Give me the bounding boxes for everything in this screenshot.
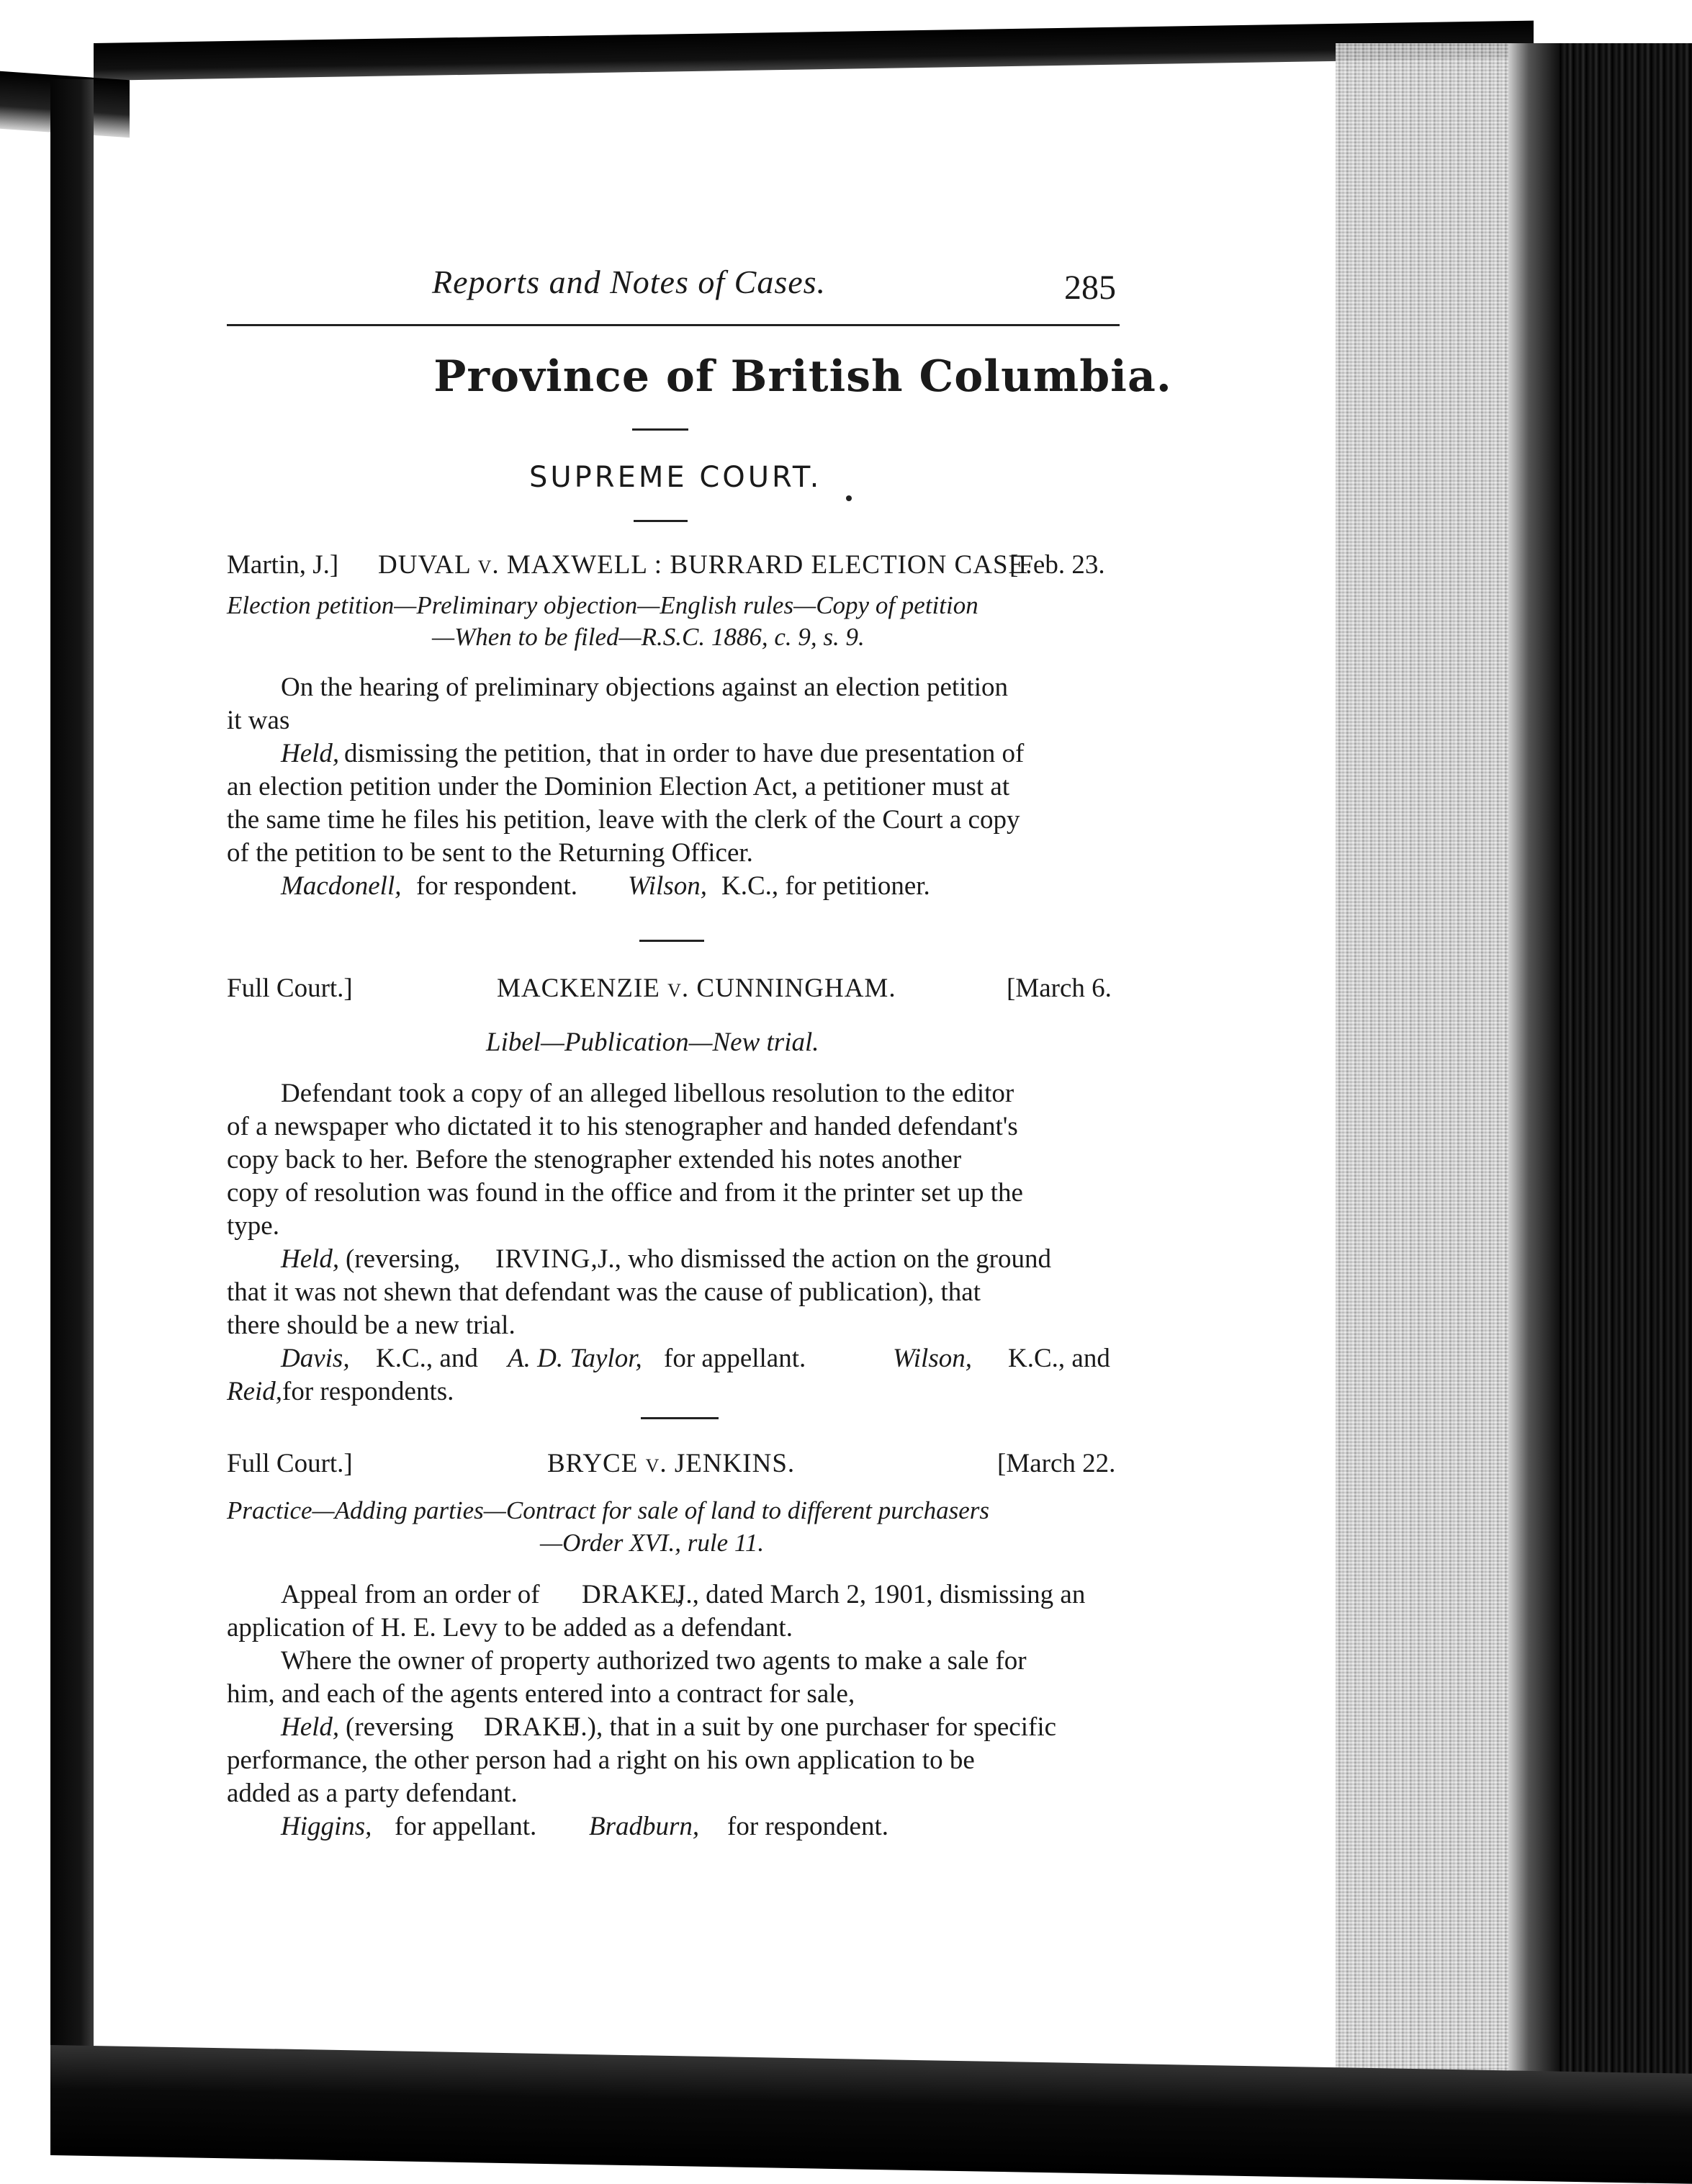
divider — [634, 520, 688, 522]
case-2-text-line: of a newspaper who dictated it to his stenographer and handed defendant's — [227, 1112, 1018, 1141]
case-2-text-line: Defendant took a copy of an alleged libellous resolution to the editor — [281, 1079, 1014, 1108]
case-2-text-line: for appellant. — [664, 1344, 806, 1373]
case-3-text-line: (reversing — [346, 1712, 454, 1742]
case-3-name: BRYCE v. JENKINS. — [547, 1449, 796, 1478]
case-3-text-line: application of H. E. Levy to be added as a defendant. — [227, 1613, 793, 1643]
case-1-text-line: dismissing the petition, that in order to have due presentation of — [344, 739, 1025, 768]
case-3-text-line: him, and each of the agents entered into a contract for sale, — [227, 1679, 855, 1709]
case-2-text-line: (reversing, — [346, 1244, 461, 1274]
case-2-held: Held, — [281, 1244, 340, 1274]
case-1-text-line: the same time he files his petition, leave with the clerk of the Court a copy — [227, 805, 1020, 835]
case-2-headnote-line-1: Libel—Publication—New trial. — [486, 1028, 819, 1057]
case-3-text-line: performance, the other person had a right on his own application to be — [227, 1745, 975, 1775]
case-2-judge-ref: IRVING, — [495, 1244, 598, 1274]
ink-dot — [846, 495, 852, 501]
case-3-text-line: added as a party defendant. — [227, 1779, 518, 1808]
case-2-text-line: there should be a new trial. — [227, 1311, 516, 1340]
case-2-text-line: J., who dismissed the action on the ground — [598, 1244, 1051, 1274]
case-1-text-line: for respondent. — [416, 871, 577, 901]
case-3-text-line: for respondent. — [727, 1812, 888, 1841]
case-3-judge-ref: DRAKE, — [582, 1580, 685, 1609]
case-1-date: [Feb. 23. — [1009, 550, 1105, 580]
case-1-text-line: K.C., for petitioner. — [721, 871, 930, 901]
case-2-name: MACKENZIE v. CUNNINGHAM. — [497, 974, 896, 1003]
case-3-text-line: J., dated March 2, 1901, dismissing an — [675, 1580, 1086, 1609]
case-2-counsel-2: A. D. Taylor, — [508, 1344, 642, 1373]
case-3-text-line: Appeal from an order of — [281, 1580, 540, 1609]
case-2-date: [March 6. — [1007, 974, 1112, 1003]
case-1-counsel-2: Wilson, — [628, 871, 707, 901]
case-3-judge: Full Court.] — [227, 1449, 353, 1478]
case-3-judge-ref: DRAKE — [484, 1712, 580, 1742]
case-3-text-line: for appellant. — [395, 1812, 537, 1841]
case-2-counsel-3: Wilson, — [893, 1344, 972, 1373]
divider — [641, 1417, 719, 1419]
case-3-date: [March 22. — [997, 1449, 1116, 1478]
case-1-name: DUVAL v. MAXWELL : BURRARD ELECTION CASE. — [378, 550, 1033, 580]
running-head-title: Reports and Notes of Cases. — [432, 264, 827, 300]
case-3-headnote-line-1: Practice—Adding parties—Contract for sale of land to different purchasers — [227, 1496, 990, 1524]
case-1-text-line: On the hearing of preliminary objections against an election petition — [281, 673, 1009, 702]
case-1-judge: Martin, J.] — [227, 550, 339, 580]
case-1-text-line: of the petition to be sent to the Returning Officer. — [227, 838, 753, 868]
case-1-headnote-line-1: Election petition—Preliminary objection—English rules—Copy of petition — [227, 591, 978, 619]
case-3-text-line: Where the owner of property authorized two agents to make a sale for — [281, 1646, 1027, 1676]
page-number: 285 — [1064, 269, 1116, 307]
divider — [639, 940, 704, 942]
case-2-text-line: for respondents. — [282, 1377, 454, 1406]
case-1-held: Held, — [281, 739, 340, 768]
case-2-text-line: type. — [227, 1211, 279, 1241]
case-2-text-line: copy of resolution was found in the office and from it the printer set up the — [227, 1178, 1023, 1208]
case-1-text-line: it was — [227, 706, 290, 735]
case-2-text-line: copy back to her. Before the stenographer extended his notes another — [227, 1145, 962, 1174]
court-heading: SUPREME COURT. — [529, 461, 822, 494]
case-2-counsel-1: Davis, — [281, 1344, 350, 1373]
case-2-judge: Full Court.] — [227, 974, 353, 1003]
case-3-held: Held, — [281, 1712, 340, 1742]
case-1-text-line: an election petition under the Dominion Election Act, a petitioner must at — [227, 772, 1010, 801]
case-3-counsel-2: Bradburn, — [589, 1812, 700, 1841]
divider — [632, 428, 688, 431]
case-1-headnote-line-2: —When to be filed—R.S.C. 1886, c. 9, s. 9. — [432, 623, 865, 651]
case-2-text-line: that it was not shewn that defendant was the cause of publication), that — [227, 1277, 981, 1307]
case-3-text-line: J.), that in a suit by one purchaser for specific — [570, 1712, 1057, 1742]
section-title: Province of British Columbia. — [433, 351, 1172, 402]
case-2-text-line: K.C., and — [376, 1344, 478, 1373]
header-rule — [227, 324, 1120, 326]
case-3-headnote-line-2: —Order XVI., rule 11. — [540, 1529, 765, 1557]
case-3-counsel-1: Higgins, — [281, 1812, 372, 1841]
case-2-counsel-4: Reid, — [227, 1377, 283, 1406]
case-2-text-line: K.C., and — [1008, 1344, 1110, 1373]
case-1-counsel-1: Macdonell, — [281, 871, 402, 901]
